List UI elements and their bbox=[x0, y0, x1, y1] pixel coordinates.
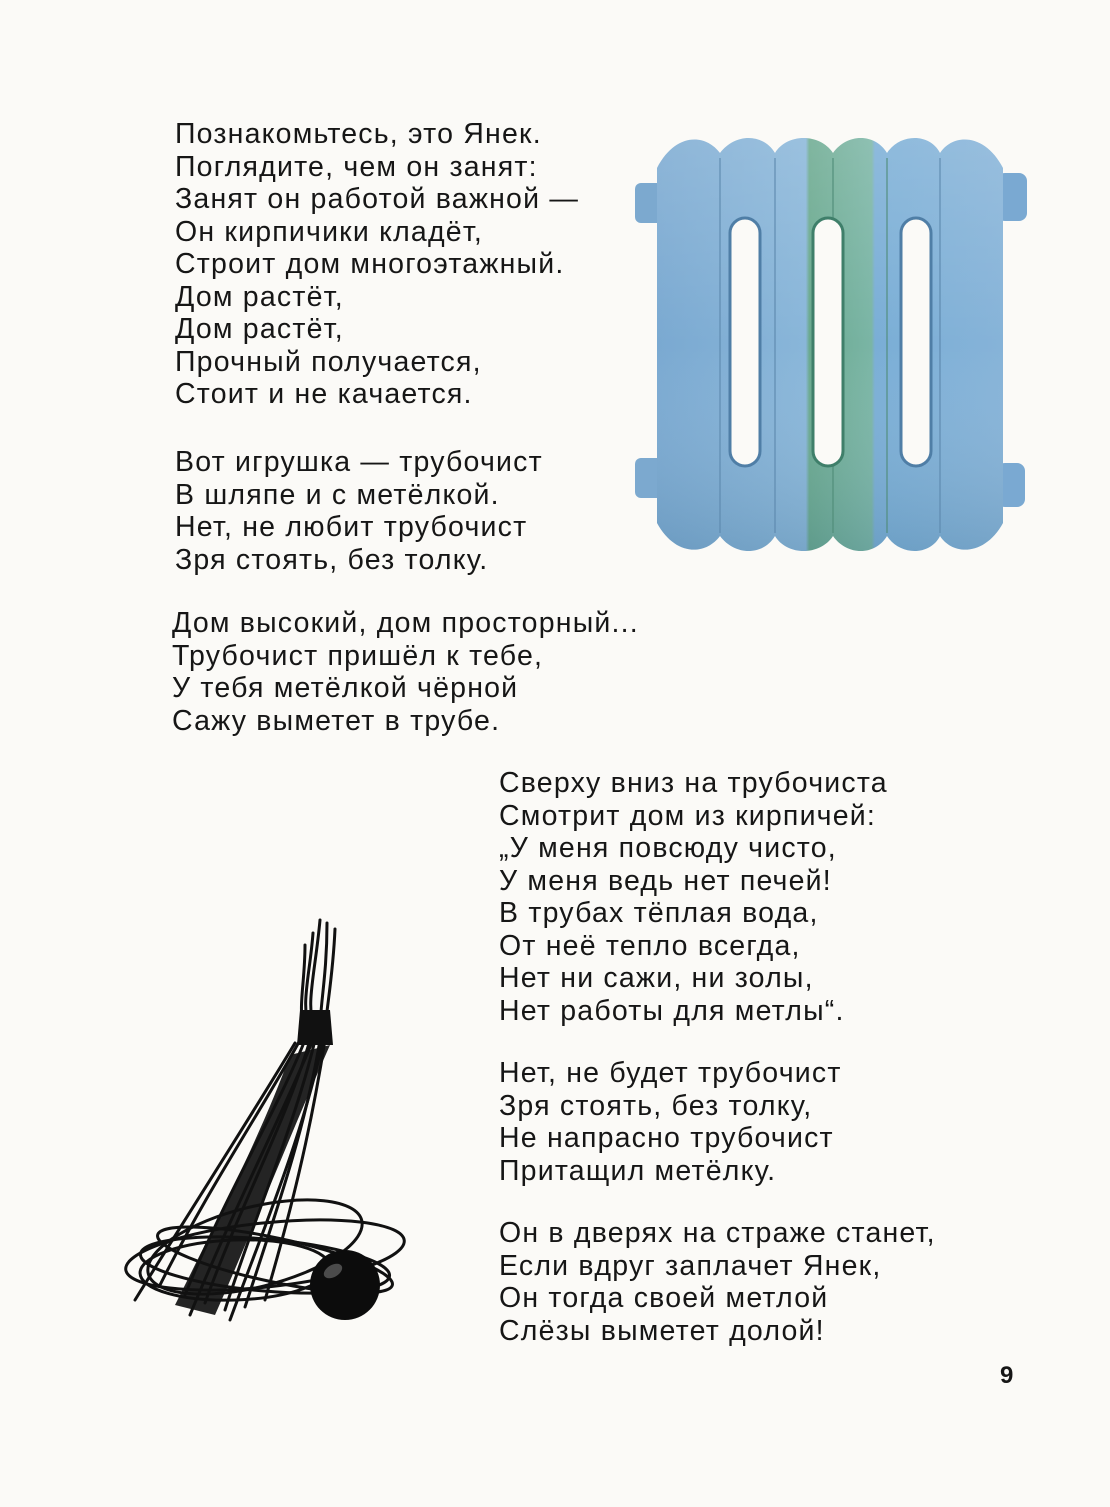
poem-line: Поглядите, чем он занят: bbox=[175, 150, 538, 183]
poem-line: Слёзы выметет долой! bbox=[499, 1314, 825, 1347]
radiator-slot bbox=[901, 218, 931, 466]
poem-stanza-2 bbox=[175, 446, 543, 576]
poem-line: Нет, не любит трубочист bbox=[175, 511, 528, 543]
poem-line: Сверху вниз на трубочиста bbox=[499, 767, 888, 799]
poem-line: Притащил метёлку. bbox=[499, 1154, 777, 1187]
poem-line: Не напрасно трубочист bbox=[499, 1122, 834, 1154]
poem-line: Прочный получается, bbox=[175, 345, 482, 378]
poem-line: Нет, не будет трубочист bbox=[499, 1057, 842, 1089]
page-number: 9 bbox=[1000, 1362, 1014, 1389]
poem-stanza-4 bbox=[499, 767, 888, 1027]
poem-line: Дом высокий, дом просторный... bbox=[172, 607, 639, 639]
poem-line: Строит дом многоэтажный. bbox=[175, 248, 565, 280]
poem-line: Зря стоять, без толку, bbox=[499, 1089, 813, 1122]
poem-line: Стоит и не качается. bbox=[175, 378, 473, 410]
poem-line: От неё тепло всегда, bbox=[499, 929, 801, 962]
poem-stanza-3 bbox=[172, 607, 639, 737]
poem-line: Нет ни сажи, ни золы, bbox=[499, 962, 814, 994]
poem-line: Занят он работой важной — bbox=[175, 183, 580, 215]
poem-line: Сажу выметет в трубе. bbox=[172, 704, 501, 737]
poem-line: Он тогда своей метлой bbox=[499, 1282, 829, 1314]
poem-line: Смотрит дом из кирпичей: bbox=[499, 799, 877, 832]
poem-stanza-5 bbox=[499, 1057, 842, 1187]
poem-line: В шляпе и с метёлкой. bbox=[175, 478, 500, 511]
broom-illustration bbox=[115, 915, 415, 1325]
poem-line: Вот игрушка — трубочист bbox=[175, 446, 543, 478]
radiator-slot bbox=[730, 218, 760, 466]
poem-line: „У меня повсюду чисто, bbox=[499, 832, 837, 864]
poem-line: Он кирпичики кладёт, bbox=[175, 215, 484, 248]
poem-stanza-6 bbox=[499, 1217, 936, 1347]
poem-line: Трубочист пришёл к тебе, bbox=[172, 639, 544, 672]
ball-icon bbox=[310, 1250, 380, 1320]
radiator-illustration bbox=[635, 128, 1030, 560]
poem-line: Нет работы для метлы“. bbox=[499, 994, 845, 1027]
poem-line: В трубах тёплая вода, bbox=[499, 897, 819, 929]
poem-line: У меня ведь нет печей! bbox=[499, 864, 832, 897]
poem-line: Зря стоять, без толку. bbox=[175, 543, 489, 576]
poem-line: У тебя метёлкой чёрной bbox=[172, 672, 519, 704]
radiator-slot bbox=[813, 218, 843, 466]
poem-stanza-1 bbox=[175, 118, 579, 411]
poem-line: Дом растёт, bbox=[175, 313, 344, 345]
poem-line: Познакомьтесь, это Янек. bbox=[175, 118, 542, 150]
poem-line: Если вдруг заплачет Янек, bbox=[499, 1249, 882, 1282]
poem-line: Дом растёт, bbox=[175, 280, 344, 313]
poem-line: Он в дверях на страже станет, bbox=[499, 1217, 936, 1249]
